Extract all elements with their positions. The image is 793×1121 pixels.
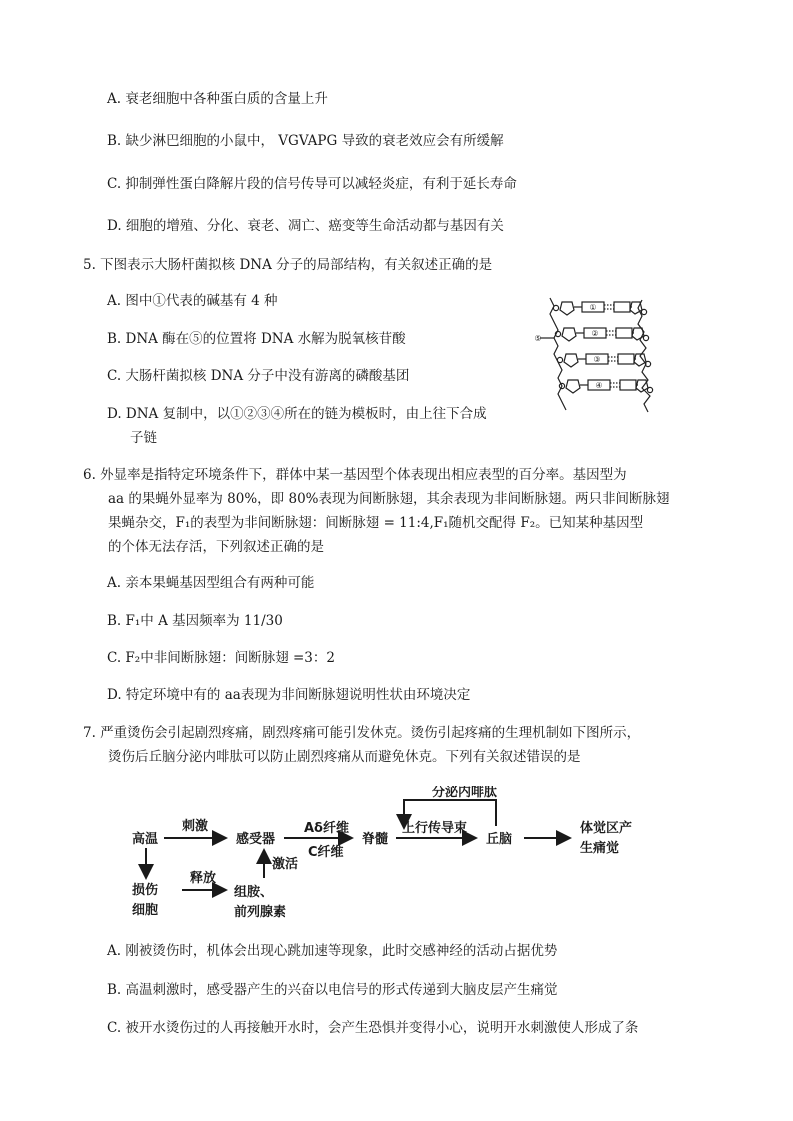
q5-option-d: D. DNA 复制中，以①②③④所在的链为模板时，由上往下合成 (107, 406, 487, 422)
q4-option-b: B. 缺少淋巴细胞的小鼠中， VGVAPG 导致的衰老效应会有所缓解 (107, 133, 504, 149)
dna-label-2: ② (591, 329, 599, 338)
dna-row-4 (559, 380, 652, 393)
node-high-temp: 高温 (132, 832, 159, 847)
label-c-fiber: C纤维 (308, 845, 344, 860)
node-cortex-line-2: 生痛觉 (580, 841, 620, 856)
dna-row-1 (553, 302, 646, 315)
q5-stem: 5. 下图表示大肠杆菌拟核 DNA 分子的局部结构，有关叙述正确的是 (83, 257, 493, 273)
q7-option-a: A. 刚被烫伤时，机体会出现心跳加速等现象，此时交感神经的活动占据优势 (107, 943, 558, 959)
dna-label-4: ④ (595, 381, 603, 390)
dna-row-2 (555, 328, 648, 341)
pain-mechanism-diagram (126, 786, 666, 926)
node-histamine-line-2: 前列腺素 (234, 905, 287, 920)
node-spinal-cord: 脊髓 (362, 832, 389, 847)
q7-stem-line-1: 7. 严重烫伤会引起剧烈疼痛，剧烈疼痛可能引发休克。烫伤引起疼痛的生理机制如下图所示， (83, 725, 641, 741)
q6-option-a: A. 亲本果蝇基因型组合有两种可能 (107, 575, 315, 591)
q7-option-c: C. 被开水烫伤过的人再接触开水时，会产生恐惧并变得小心，说明开水刺激使人形成了条 (107, 1020, 639, 1036)
q6-option-b: B. F₁中 A 基因频率为 11/30 (107, 613, 283, 629)
q5-option-b: B. DNA 酶在⑤的位置将 DNA 水解为脱氧核苷酸 (107, 331, 406, 347)
q4-option-c: C. 抑制弹性蛋白降解片段的信号传导可以减轻炎症，有利于延长寿命 (107, 176, 517, 192)
label-stimulate: 刺激 (182, 819, 209, 834)
q6-stem-line-3: 果蝇杂交，F₁的表型为非间断脉翅：间断脉翅 = 11:4,F₁随机交配得 F₂。已知某种基因型 (108, 515, 644, 531)
q6-option-d: D. 特定环境中有的 aa表现为非间断脉翅说明性状由环境决定 (107, 687, 471, 703)
q4-option-d: D. 细胞的增殖、分化、衰老、凋亡、癌变等生命活动都与基因有关 (107, 218, 504, 234)
node-thalamus: 丘脑 (486, 832, 513, 847)
node-injured-cells-line-2: 细胞 (132, 903, 159, 918)
label-a-fiber: Aδ纤维 (304, 821, 349, 836)
dna-label-1: ① (589, 303, 597, 312)
node-receptor: 感受器 (236, 832, 276, 847)
label-ascending-tract: 上行传导束 (402, 821, 468, 836)
dna-label-5: ⑤ (534, 334, 542, 343)
label-secrete-endorphin: 分泌内啡肽 (432, 786, 498, 800)
dna-row-3 (557, 354, 650, 367)
q5-option-c: C. 大肠杆菌拟核 DNA 分子中没有游离的磷酸基团 (107, 368, 410, 384)
dna-structure-figure (534, 292, 664, 420)
node-injured-cells-line-1: 损伤 (132, 883, 159, 898)
q5-option-d-continued: 子链 (130, 430, 157, 446)
q6-stem-line-2: aa 的果蝇外显率为 80%，即 80%表现为间断脉翅，其余表现为非间断脉翅。两只非间断脉翅 (108, 491, 670, 507)
node-cortex-line-1: 体觉区产 (580, 821, 633, 836)
q6-option-c: C. F₂中非间断脉翅：间断脉翅 =3：2 (107, 650, 335, 666)
q5-option-a: A. 图中①代表的碱基有 4 种 (107, 293, 278, 309)
q7-option-b: B. 高温刺激时，感受器产生的兴奋以电信号的形式传递到大脑皮层产生痛觉 (107, 982, 558, 998)
dna-label-3: ③ (593, 355, 601, 364)
node-histamine-line-1: 组胺、 (234, 885, 274, 900)
label-release: 释放 (190, 871, 217, 886)
q6-stem-line-4: 的个体无法存活，下列叙述正确的是 (108, 539, 324, 555)
q6-stem-line-1: 6. 外显率是指特定环境条件下，群体中某一基因型个体表现出相应表型的百分率。基因型为 (83, 467, 627, 483)
label-activate: 激活 (272, 857, 299, 872)
q7-stem-line-2: 烫伤后丘脑分泌内啡肽可以防止剧烈疼痛从而避免休克。下列有关叙述错误的是 (108, 749, 581, 765)
q4-option-a: A. 衰老细胞中各种蛋白质的含量上升 (107, 91, 328, 107)
